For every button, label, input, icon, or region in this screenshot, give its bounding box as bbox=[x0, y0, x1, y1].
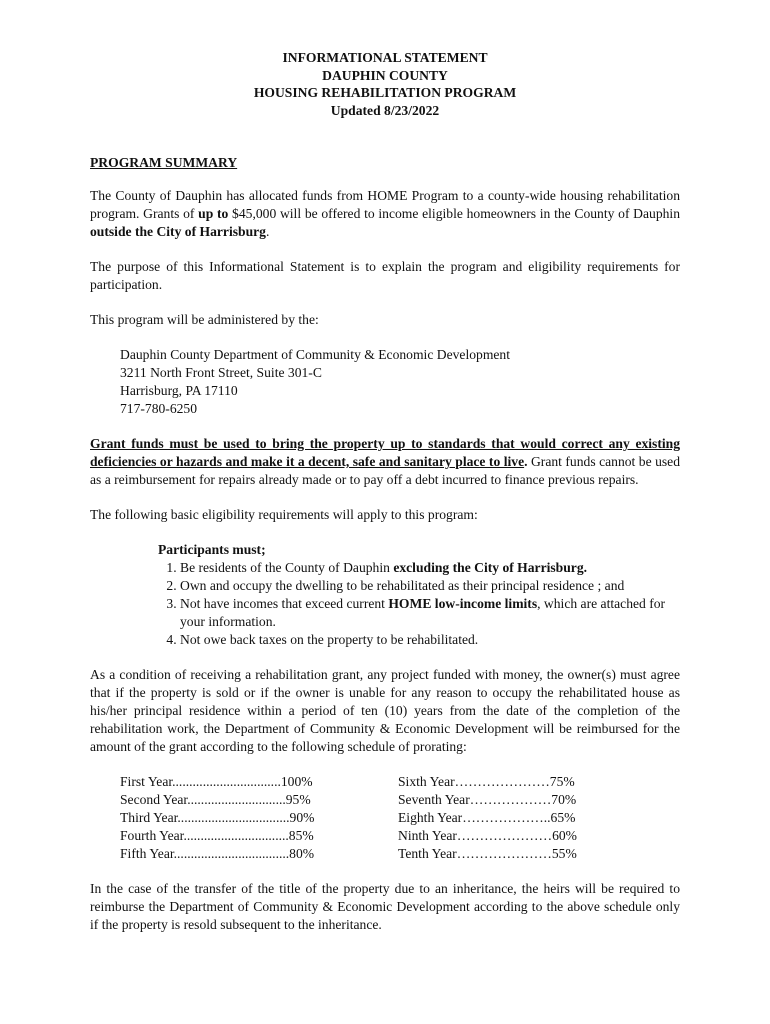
requirement-1-text: Be residents of the County of Dauphin bbox=[180, 560, 394, 575]
document-body bbox=[90, 154, 680, 951]
requirement-1-bold: excluding the City of Harrisburg. bbox=[393, 560, 588, 575]
requirement-item-2: 2. Own and occupy the dwelling to be rehabilitated as their principal residence ; and bbox=[180, 577, 680, 595]
summary-p1-text-c: $45,000 will be offered to income eligible homeowners in the County of Dauphin bbox=[228, 206, 681, 221]
schedule-row: First Year................................100% bbox=[120, 774, 313, 789]
schedule-row: Fourth Year...............................85% bbox=[120, 828, 314, 843]
heading-line-4: Updated 8/23/2022 bbox=[330, 102, 440, 118]
grant-use-period: . bbox=[524, 454, 528, 469]
requirements-title: Participants must; bbox=[158, 542, 266, 557]
eligibility-intro: The following basic eligibility requirements will apply to this program: bbox=[90, 507, 478, 522]
address-line-1: Dauphin County Department of Community & Economic Development bbox=[120, 347, 510, 362]
heading-line-3: HOUSING REHABILITATION PROGRAM bbox=[253, 85, 517, 100]
address-line-4: 717-780-6250 bbox=[120, 401, 198, 416]
inheritance-paragraph: In the case of the transfer of the title of the property due to an inheritance, the heirs will be required to reimburse the Department of Community & Economic Development according to the above schedule only if the property is resold subsequent to the inheritance. bbox=[90, 881, 680, 932]
requirements-block bbox=[158, 541, 680, 649]
condition-paragraph: As a condition of receiving a rehabilitation grant, any project funded with money, the owner(s) must agree that if the property is sold or if the owner is unable for any reason to occupy the rehabilitated house as his/her principal residence within a period of ten (10) years from the date of the completion of the rehabilitation work, the Department of Community & Economic Development will be reimbursed for the amount of the grant according to the following schedule of prorating: bbox=[90, 667, 680, 754]
document-heading bbox=[0, 49, 770, 119]
administrator-address bbox=[120, 346, 680, 418]
summary-paragraph-3: This program will be administered by the: bbox=[90, 312, 319, 327]
grant-use-rest: Grant funds cannot be used as a reimbursement for repairs already made or to pay off a debt incurred to finance previous repairs. bbox=[90, 454, 680, 487]
section-title-program-summary: PROGRAM SUMMARY bbox=[90, 155, 238, 170]
summary-paragraph-2: The purpose of this Informational Statement is to explain the program and eligibility requirements for participation. bbox=[90, 259, 680, 292]
summary-p1-text-e: . bbox=[265, 224, 270, 239]
address-line-3: Harrisburg, PA 17110 bbox=[120, 383, 238, 398]
schedule-row: Eighth Year………………..65% bbox=[398, 810, 576, 825]
heading-line-2: DAUPHIN COUNTY bbox=[322, 67, 448, 83]
schedule-row: Seventh Year………………70% bbox=[398, 792, 577, 807]
summary-p1-text-a: The County of Dauphin has allocated funds from HOME Program to a county-wide housing rehabilitation program. Grants of bbox=[90, 188, 680, 221]
summary-p1-bold-up-to: up to bbox=[198, 206, 229, 221]
schedule-row: Ninth Year…………………60% bbox=[398, 828, 577, 843]
requirement-3-text-a: Not have incomes that exceed current bbox=[180, 596, 389, 611]
grant-use-underlined: Grant funds must be used to bring the property up to standards that would correct any existing deficiencies or hazards and make it a decent, safe and sanitary place to live bbox=[90, 436, 680, 469]
requirement-3-text-c: , which are attached for your information. bbox=[180, 596, 666, 629]
prorating-schedule bbox=[120, 773, 680, 863]
summary-paragraph-1 bbox=[90, 187, 680, 241]
schedule-row: Fifth Year..................................80% bbox=[120, 846, 315, 861]
schedule-column-left bbox=[120, 773, 398, 863]
requirement-item-1 bbox=[180, 559, 680, 577]
requirement-item-3 bbox=[180, 595, 680, 631]
requirement-3-bold: HOME low-income limits bbox=[388, 596, 538, 611]
requirement-item-4: 4. Not owe back taxes on the property to be rehabilitated. bbox=[180, 631, 680, 649]
summary-p1-bold-outside-harrisburg: outside the City of Harrisburg bbox=[90, 224, 266, 239]
requirements-list bbox=[158, 559, 680, 649]
schedule-row: Third Year.................................90% bbox=[120, 810, 315, 825]
schedule-row: Second Year.............................95% bbox=[120, 792, 311, 807]
heading-line-1: INFORMATIONAL STATEMENT bbox=[282, 50, 488, 65]
schedule-row: Tenth Year…………………55% bbox=[398, 846, 577, 861]
grant-use-paragraph bbox=[90, 435, 680, 489]
schedule-row: Sixth Year…………………75% bbox=[398, 774, 575, 789]
address-line-2: 3211 North Front Street, Suite 301-C bbox=[120, 365, 322, 380]
schedule-column-right bbox=[398, 773, 658, 863]
